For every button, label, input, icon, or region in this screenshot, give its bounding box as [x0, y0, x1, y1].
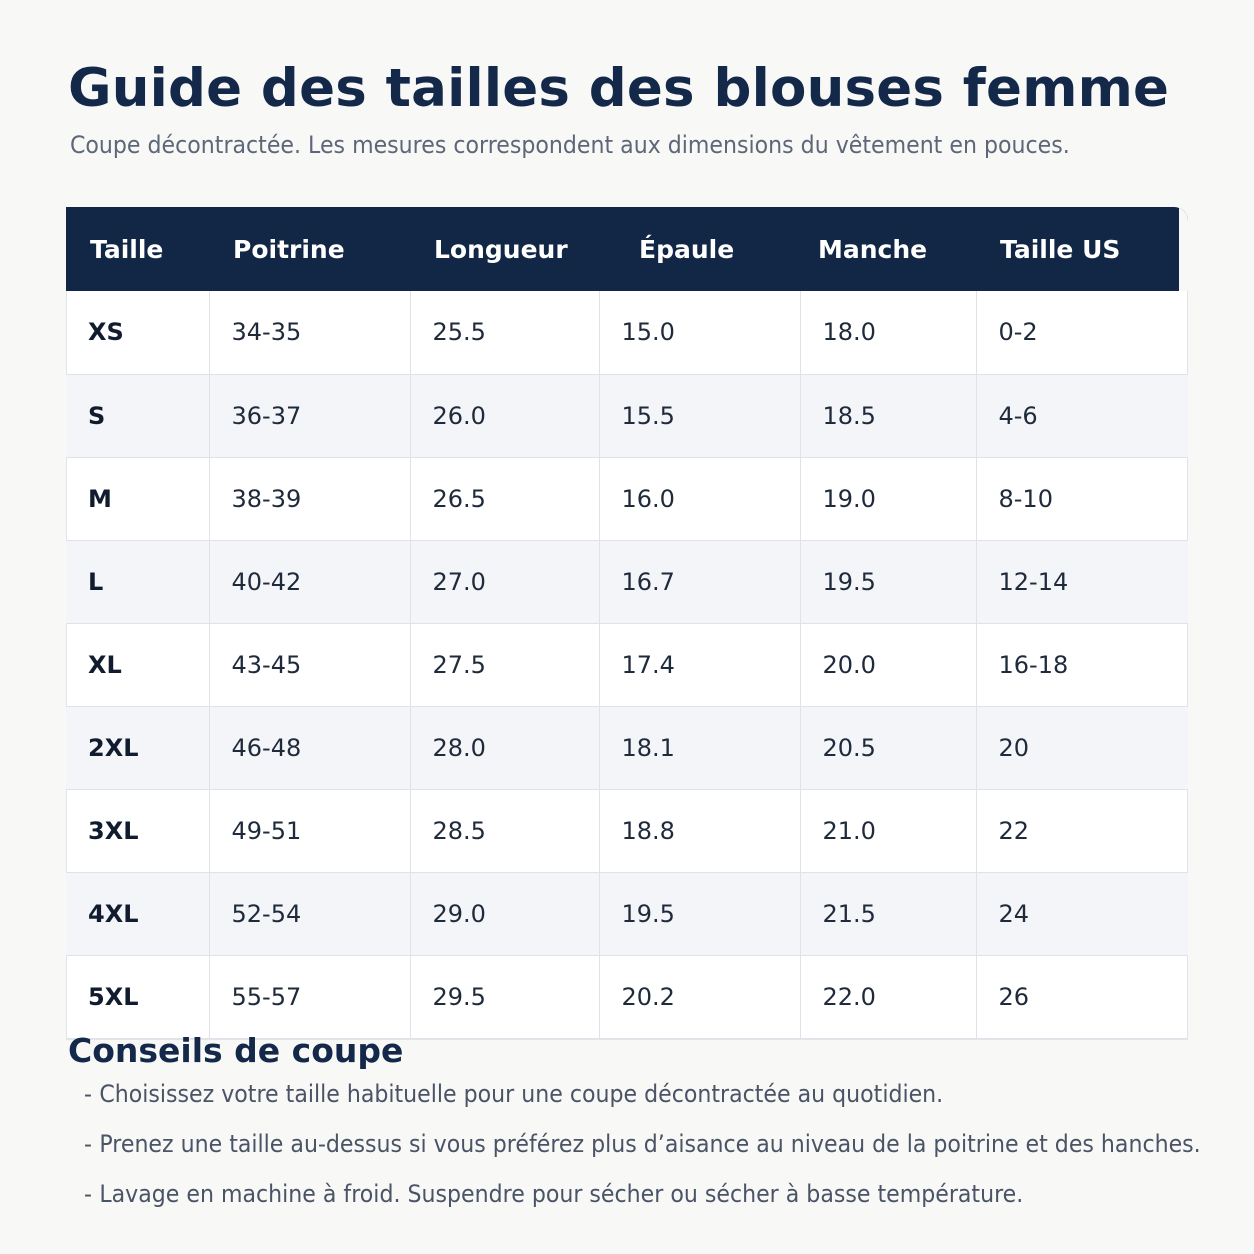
tip-item [84, 1080, 1201, 1130]
table-row [66, 540, 1188, 623]
tips-list [84, 1080, 1254, 1230]
us-size-cell: 0-2 [976, 291, 1188, 374]
length-cell: 27.5 [410, 623, 599, 706]
page-title: Guide des tailles des blouses femme [68, 58, 1170, 119]
header-us-size: Taille US [976, 207, 1188, 291]
size-cell: 2XL [66, 706, 209, 789]
length-cell: 28.5 [410, 789, 599, 872]
chest-cell: 49-51 [209, 789, 410, 872]
tip-item [84, 1180, 1201, 1230]
sleeve-cell: 19.0 [800, 457, 976, 540]
us-size-cell: 22 [976, 789, 1188, 872]
length-cell: 29.5 [410, 955, 599, 1038]
chest-cell: 46-48 [209, 706, 410, 789]
page-subtitle: Coupe décontractée. Les mesures correspondent aux dimensions du vêtement en pouces. [70, 131, 1070, 159]
us-size-cell: 20 [976, 706, 1188, 789]
shoulder-cell: 17.4 [599, 623, 800, 706]
table-row [66, 706, 1188, 789]
header-row [66, 207, 1188, 291]
sleeve-cell: 20.5 [800, 706, 976, 789]
chest-cell: 38-39 [209, 457, 410, 540]
header-chest: Poitrine [209, 207, 410, 291]
tip-text: Prenez une taille au-dessus si vous préférez plus d’aisance au niveau de la poitrine et des hanches. [99, 1130, 1201, 1158]
tip-item [84, 1130, 1201, 1180]
table-row [66, 457, 1188, 540]
tip-text: Choisissez votre taille habituelle pour une coupe décontractée au quotidien. [99, 1080, 944, 1108]
shoulder-cell: 16.7 [599, 540, 800, 623]
us-size-cell: 4-6 [976, 374, 1188, 457]
shoulder-cell: 20.2 [599, 955, 800, 1038]
shoulder-cell: 15.5 [599, 374, 800, 457]
shoulder-cell: 16.0 [599, 457, 800, 540]
us-size-cell: 8-10 [976, 457, 1188, 540]
header-sleeve: Manche [800, 207, 976, 291]
table-body [66, 291, 1188, 1038]
chest-cell: 43-45 [209, 623, 410, 706]
chest-cell: 52-54 [209, 872, 410, 955]
table-row [66, 872, 1188, 955]
sleeve-cell: 21.0 [800, 789, 976, 872]
size-table [66, 207, 1188, 1039]
tip-bullet: - [84, 1180, 92, 1208]
size-cell: M [66, 457, 209, 540]
sleeve-cell: 22.0 [800, 955, 976, 1038]
size-cell: XS [66, 291, 209, 374]
chest-cell: 36-37 [209, 374, 410, 457]
sleeve-cell: 21.5 [800, 872, 976, 955]
length-cell: 26.5 [410, 457, 599, 540]
size-cell: 4XL [66, 872, 209, 955]
sleeve-cell: 20.0 [800, 623, 976, 706]
us-size-cell: 26 [976, 955, 1188, 1038]
sleeve-cell: 18.5 [800, 374, 976, 457]
size-cell: L [66, 540, 209, 623]
length-cell: 27.0 [410, 540, 599, 623]
table-row [66, 955, 1188, 1038]
tip-bullet: - [84, 1080, 92, 1108]
chest-cell: 34-35 [209, 291, 410, 374]
tip-text: Lavage en machine à froid. Suspendre pour sécher ou sécher à basse température. [99, 1180, 1024, 1208]
us-size-cell: 12-14 [976, 540, 1188, 623]
length-cell: 28.0 [410, 706, 599, 789]
length-cell: 29.0 [410, 872, 599, 955]
size-cell: S [66, 374, 209, 457]
sleeve-cell: 18.0 [800, 291, 976, 374]
table-row [66, 374, 1188, 457]
size-cell: XL [66, 623, 209, 706]
header-length: Longueur [410, 207, 599, 291]
shoulder-cell: 15.0 [599, 291, 800, 374]
us-size-cell: 24 [976, 872, 1188, 955]
size-cell: 5XL [66, 955, 209, 1038]
shoulder-cell: 18.1 [599, 706, 800, 789]
header-size: Taille [66, 207, 209, 291]
sleeve-cell: 19.5 [800, 540, 976, 623]
table-row [66, 789, 1188, 872]
chest-cell: 40-42 [209, 540, 410, 623]
table-row [66, 623, 1188, 706]
table-row [66, 291, 1188, 374]
shoulder-cell: 18.8 [599, 789, 800, 872]
us-size-cell: 16-18 [976, 623, 1188, 706]
tip-bullet: - [84, 1130, 92, 1158]
size-table-container [66, 207, 1188, 1040]
tips-heading: Conseils de coupe [68, 1031, 404, 1070]
table-header [66, 207, 1188, 291]
length-cell: 26.0 [410, 374, 599, 457]
length-cell: 25.5 [410, 291, 599, 374]
size-cell: 3XL [66, 789, 209, 872]
chest-cell: 55-57 [209, 955, 410, 1038]
shoulder-cell: 19.5 [599, 872, 800, 955]
header-shoulder: Épaule [599, 207, 800, 291]
